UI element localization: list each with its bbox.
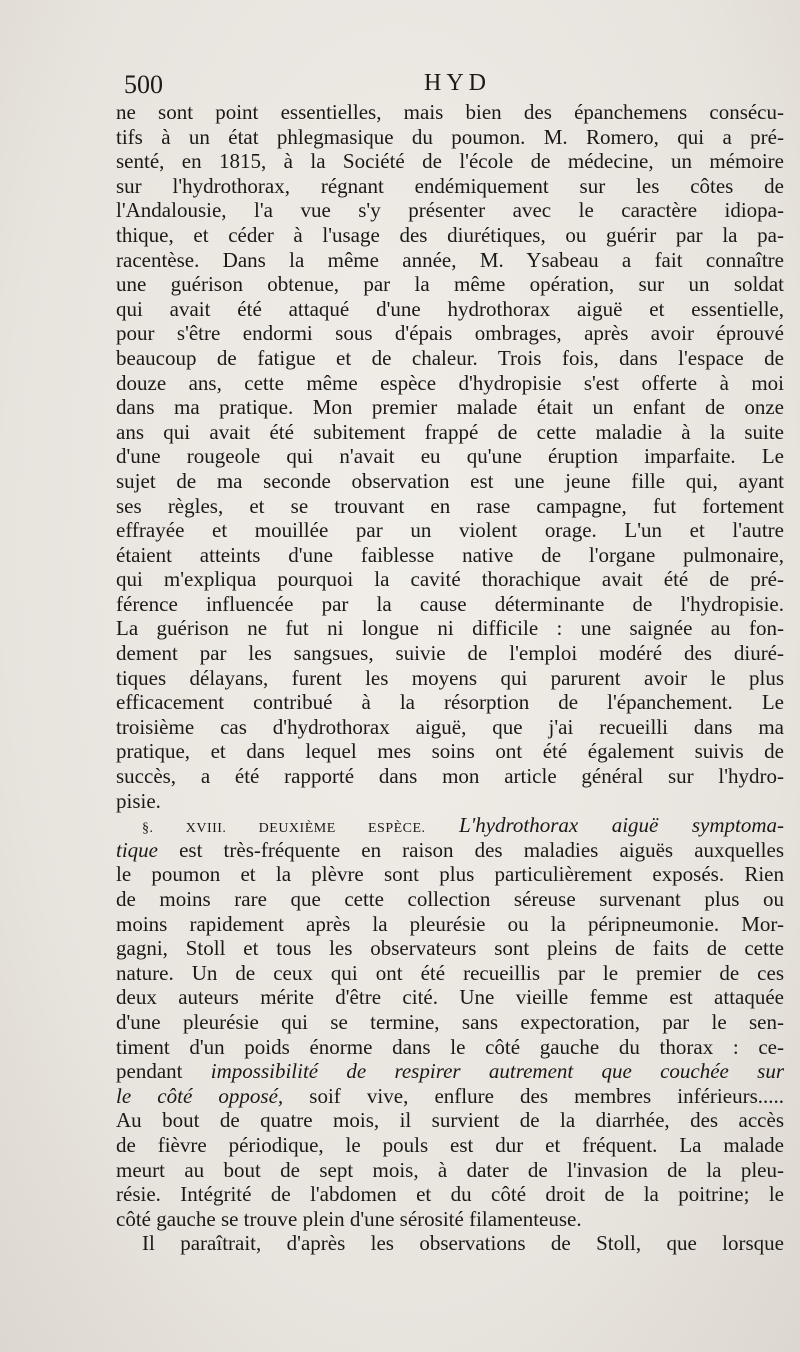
text-line: tique est très-fréquente en raison des maladies aiguës auxquelles	[116, 837, 784, 862]
page-header	[124, 70, 764, 102]
text-line: Il paraîtrait, d'après les observations de Stoll, que lorsque	[142, 1231, 784, 1256]
text-line: sujet de ma seconde observation est une jeune fille qui, ayant	[116, 468, 784, 493]
section-heading: §. XVIII. DEUXIÈME ESPÈCE.	[142, 821, 426, 837]
text-line: de fièvre périodique, le pouls est dur et fréquent. La malade	[116, 1132, 784, 1157]
text-line: thique, et céder à l'usage des diurétiques, ou guérir par la pa-	[116, 222, 784, 247]
text-line: gagni, Stoll et tous les observateurs sont pleins de faits de cette	[116, 936, 784, 961]
running-head: HYD	[424, 70, 491, 96]
text-line: timent d'un poids énorme dans le côté gauche du thorax : ce-	[116, 1034, 784, 1059]
text-line: d'une pleurésie qui se termine, sans expectoration, par le sen-	[116, 1009, 784, 1034]
text-line: qui avait été attaqué d'une hydrothorax aiguë et essentielle,	[116, 296, 784, 321]
text-line: efficacement contribué à la résorption de l'épanchement. Le	[116, 690, 784, 715]
text-line: ses règles, et se trouvant en rase campagne, fut fortement	[116, 493, 784, 518]
text-line: résie. Intégrité de l'abdomen et du côté droit de la poitrine; le	[116, 1182, 784, 1207]
text-line: étaient atteints d'une faiblesse native de l'organe pulmonaire,	[116, 542, 784, 567]
text-line: effrayée et mouillée par un violent orage. L'un et l'autre	[116, 518, 784, 543]
section-title: L'hydrothorax aiguë symptoma-	[459, 813, 784, 838]
text-line: l'Andalousie, l'a vue s'y présenter avec le caractère idiopa-	[116, 198, 784, 223]
text-line: tifs à un état phlegmasique du poumon. M. Romero, qui a pré-	[116, 124, 784, 149]
text-line: nature. Un de ceux qui ont été recueillis par le premier de ces	[116, 960, 784, 985]
text-line: dement par les sangsues, suivie de l'emploi modéré des diuré-	[116, 641, 784, 666]
text-line: beaucoup de fatigue et de chaleur. Trois fois, dans l'espace de	[116, 345, 784, 370]
body-text	[116, 100, 784, 1256]
text-line: troisième cas d'hydrothorax aiguë, que j'ai recueilli dans ma	[116, 714, 784, 739]
text-line: moins rapidement après la pleurésie ou la péripneumonie. Mor-	[116, 911, 784, 936]
text-line: pendant impossibilité de respirer autrement que couchée sur	[116, 1059, 784, 1084]
text-line: racentèse. Dans la même année, M. Ysabeau a fait connaître	[116, 247, 784, 272]
text-line: douze ans, cette même espèce d'hydropisie s'est offerte à moi	[116, 370, 784, 395]
text-line: senté, en 1815, à la Société de l'école de médecine, un mémoire	[116, 149, 784, 174]
section-heading-line	[116, 813, 784, 838]
text-line: meurt au bout de sept mois, à dater de l'invasion de la pleu-	[116, 1157, 784, 1182]
text-line: côté gauche se trouve plein d'une sérosité filamenteuse.	[116, 1206, 582, 1231]
text-line: sur l'hydrothorax, régnant endémiquement sur les côtes de	[116, 173, 784, 198]
text-line: qui m'expliqua pourquoi la cavité thorachique avait été de pré-	[116, 567, 784, 592]
page-number: 500	[124, 70, 163, 99]
text-line: pour s'être endormi sous d'épais ombrages, après avoir éprouvé	[116, 321, 784, 346]
text-line: d'une rougeole qui n'avait eu qu'une éruption imparfaite. Le	[116, 444, 784, 469]
text-line: pisie.	[116, 788, 161, 813]
text-line: une guérison obtenue, par la même opération, sur un soldat	[116, 272, 784, 297]
text-line: ans qui avait été subitement frappé de cette maladie à la suite	[116, 419, 784, 444]
text-line: La guérison ne fut ni longue ni difficile : une saignée au fon-	[116, 616, 784, 641]
text-line: dans ma pratique. Mon premier malade était un enfant de onze	[116, 395, 784, 420]
text-line: pratique, et dans lequel mes soins ont été également suivis de	[116, 739, 784, 764]
text-line: tiques délayans, furent les moyens qui parurent avoir le plus	[116, 665, 784, 690]
text-line: Au bout de quatre mois, il survient de la diarrhée, des accès	[116, 1108, 784, 1133]
text-line: de moins rare que cette collection séreuse survenant plus ou	[116, 887, 784, 911]
text-line: férence influencée par la cause déterminante de l'hydropisie.	[116, 591, 784, 616]
text-line: deux auteurs mérite d'être cité. Une vieille femme est attaquée	[116, 985, 784, 1010]
text-line: le poumon et la plèvre sont plus particulièrement exposés. Rien	[116, 862, 784, 887]
text-line: succès, a été rapporté dans mon article général sur l'hydro-	[116, 764, 784, 789]
text-line: le côté opposé, soif vive, enflure des membres inférieurs.....	[116, 1083, 784, 1108]
text-line: ne sont point essentielles, mais bien des épanchemens consécu-	[116, 100, 784, 124]
